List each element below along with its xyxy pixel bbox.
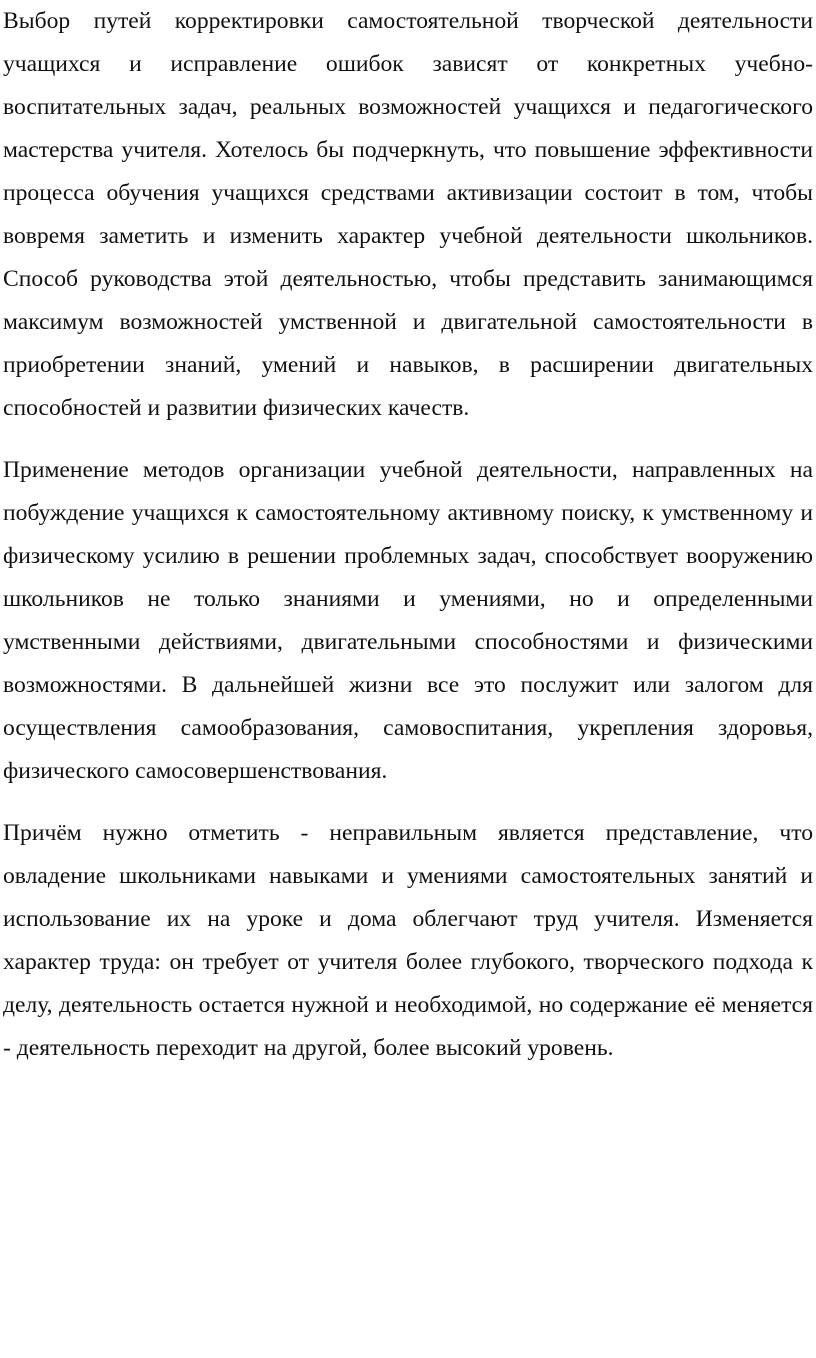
paragraph-1: Выбор путей корректировки самостоятельной творческой деятельности учащихся и исправление ошибок зависят от конкретных учебно-воспитательных задач, реальных возможностей учащихся и педагогического мастерства учителя. Хотелось бы подчеркнуть, что повышение эффективности процесса обучения учащихся средствами активизации состоит в том, чтобы вовремя заметить и изменить характер учебной деятельности школьников. Способ руководства этой деятельностью, чтобы представить занимающимся максимум возможностей умственной и двигательной самостоятельности в приобретении знаний, умений и навыков, в расширении двигательных способностей и развитии физических качеств. (3, 8, 813, 421)
paragraph-3: Причём нужно отметить - неправильным является представление, что овладение школьниками навыками и умениями самостоятельных занятий и использование их на уроке и дома облегчают труд учителя. Изменяется характер труда: он требует от учителя более глубокого, творческого подхода к делу, деятельность остается нужной и необходимой, но содержание её меняется - деятельность переходит на другой, более высокий уровень. (3, 820, 813, 1061)
document-page (3, 0, 813, 1070)
paragraph-2: Применение методов организации учебной деятельности, направленных на побуждение учащихся к самостоятельному активному поиску, к умственному и физическому усилию в решении проблемных задач, способствует вооружению школьников не только знаниями и умениями, но и определенными умственными действиями, двигательными способностями и физическими возможностями. В дальнейшей жизни все это послужит или залогом для осуществления самообразования, самовоспитания, укрепления здоровья, физического самосовершенствования. (3, 457, 813, 784)
